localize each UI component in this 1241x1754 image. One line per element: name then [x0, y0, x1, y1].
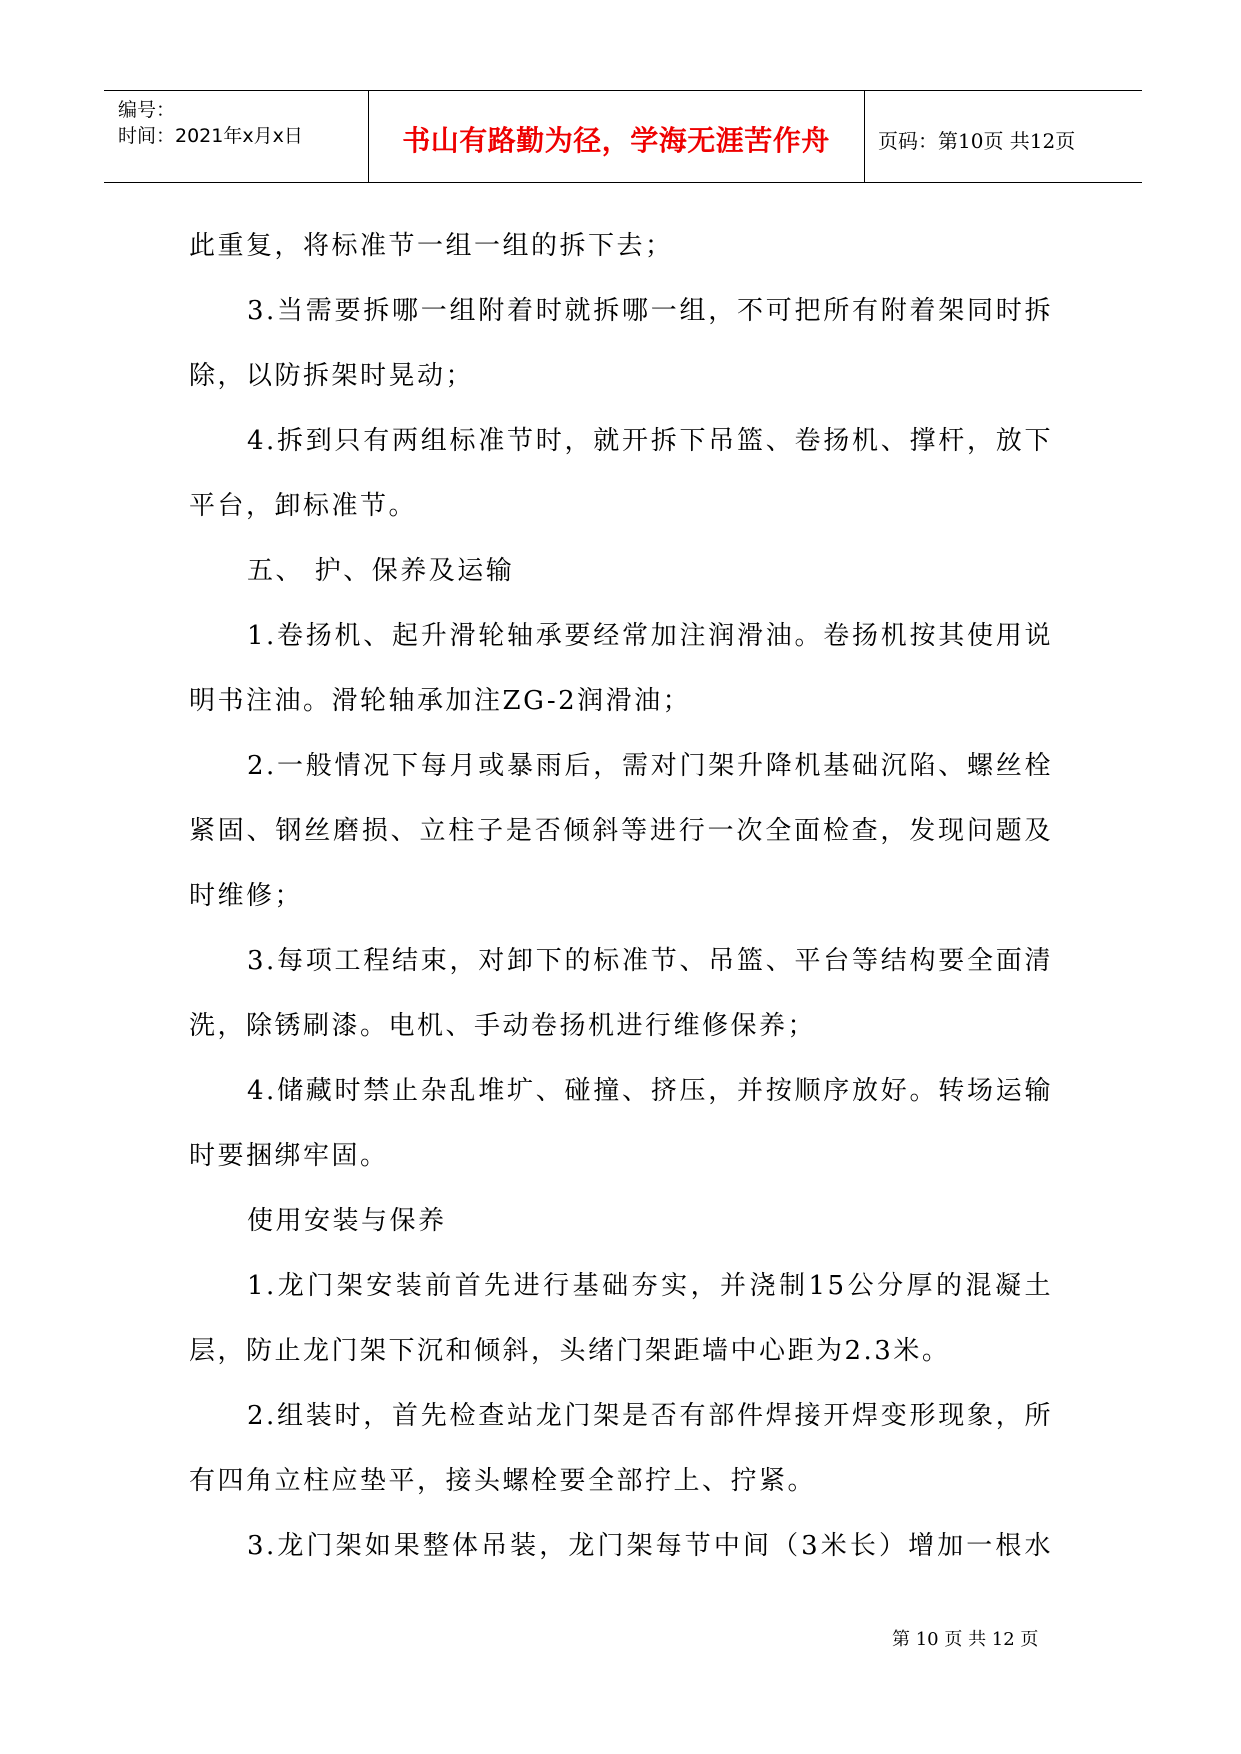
body-line: 有四角立柱应垫平，接头螺栓要全部拧上、拧紧。: [189, 1466, 817, 1496]
header-meta-cell: [104, 91, 369, 182]
body-line: 洗，除锈刷漆。电机、手动卷扬机进行维修保养；: [189, 1011, 817, 1041]
body-line: 除，以防拆架时晃动；: [189, 361, 475, 391]
document-body: [189, 214, 1053, 1579]
header-page-info: 页码：第10页 共12页: [878, 129, 1076, 153]
body-line: 3.当需要拆哪一组附着时就拆哪一组，不可把所有附着架同时拆: [247, 296, 1053, 326]
page-footer: 第 10 页 共 12 页: [892, 1629, 1039, 1650]
body-line: 2.一般情况下每月或暴雨后，需对门架升降机基础沉陷、螺丝栓: [247, 751, 1053, 781]
section-heading: 使用安装与保养: [247, 1206, 447, 1236]
body-line: 4.储藏时禁止杂乱堆圹、碰撞、挤压，并按顺序放好。转场运输: [247, 1076, 1053, 1106]
body-line: 平台，卸标准节。: [189, 491, 418, 521]
body-line: 3.每项工程结束，对卸下的标准节、吊篮、平台等结构要全面清: [247, 946, 1053, 976]
body-line: 2.组装时，首先检查站龙门架是否有部件焊接开焊变形现象，所: [247, 1401, 1053, 1431]
body-line: 明书注油。滑轮轴承加注ZG-2润滑油；: [189, 686, 692, 716]
header-page-cell: [864, 91, 1142, 182]
body-line: 紧固、钢丝磨损、立柱子是否倾斜等进行一次全面检查，发现问题及: [189, 816, 1053, 846]
body-line: 时要捆绑牢固。: [189, 1141, 389, 1171]
document-number-label: 编号：: [118, 99, 176, 121]
body-line: 1.龙门架安装前首先进行基础夯实，并浇制15公分厚的混凝土: [247, 1271, 1053, 1301]
header-motto-cell: [368, 91, 865, 182]
body-line: 层，防止龙门架下沉和倾斜，头绪门架距墙中心距为2.3米。: [189, 1336, 951, 1366]
body-line: 4.拆到只有两组标准节时，就开拆下吊篮、卷扬机、撑杆，放下: [247, 426, 1053, 456]
body-line: 3.龙门架如果整体吊装，龙门架每节中间（3米长）增加一根水: [247, 1531, 1053, 1561]
header-motto: 书山有路勤为径，学海无涯苦作舟: [402, 124, 830, 157]
body-line: 1.卷扬机、起升滑轮轴承要经常加注润滑油。卷扬机按其使用说: [247, 621, 1053, 651]
page-header: [104, 90, 1142, 183]
section-heading: 五、 护、保养及运输: [247, 556, 515, 586]
body-line: 时维修；: [189, 881, 304, 911]
document-time-label: 时间：2021年x月x日: [118, 125, 303, 147]
body-line: 此重复，将标准节一组一组的拆下去；: [189, 231, 674, 261]
